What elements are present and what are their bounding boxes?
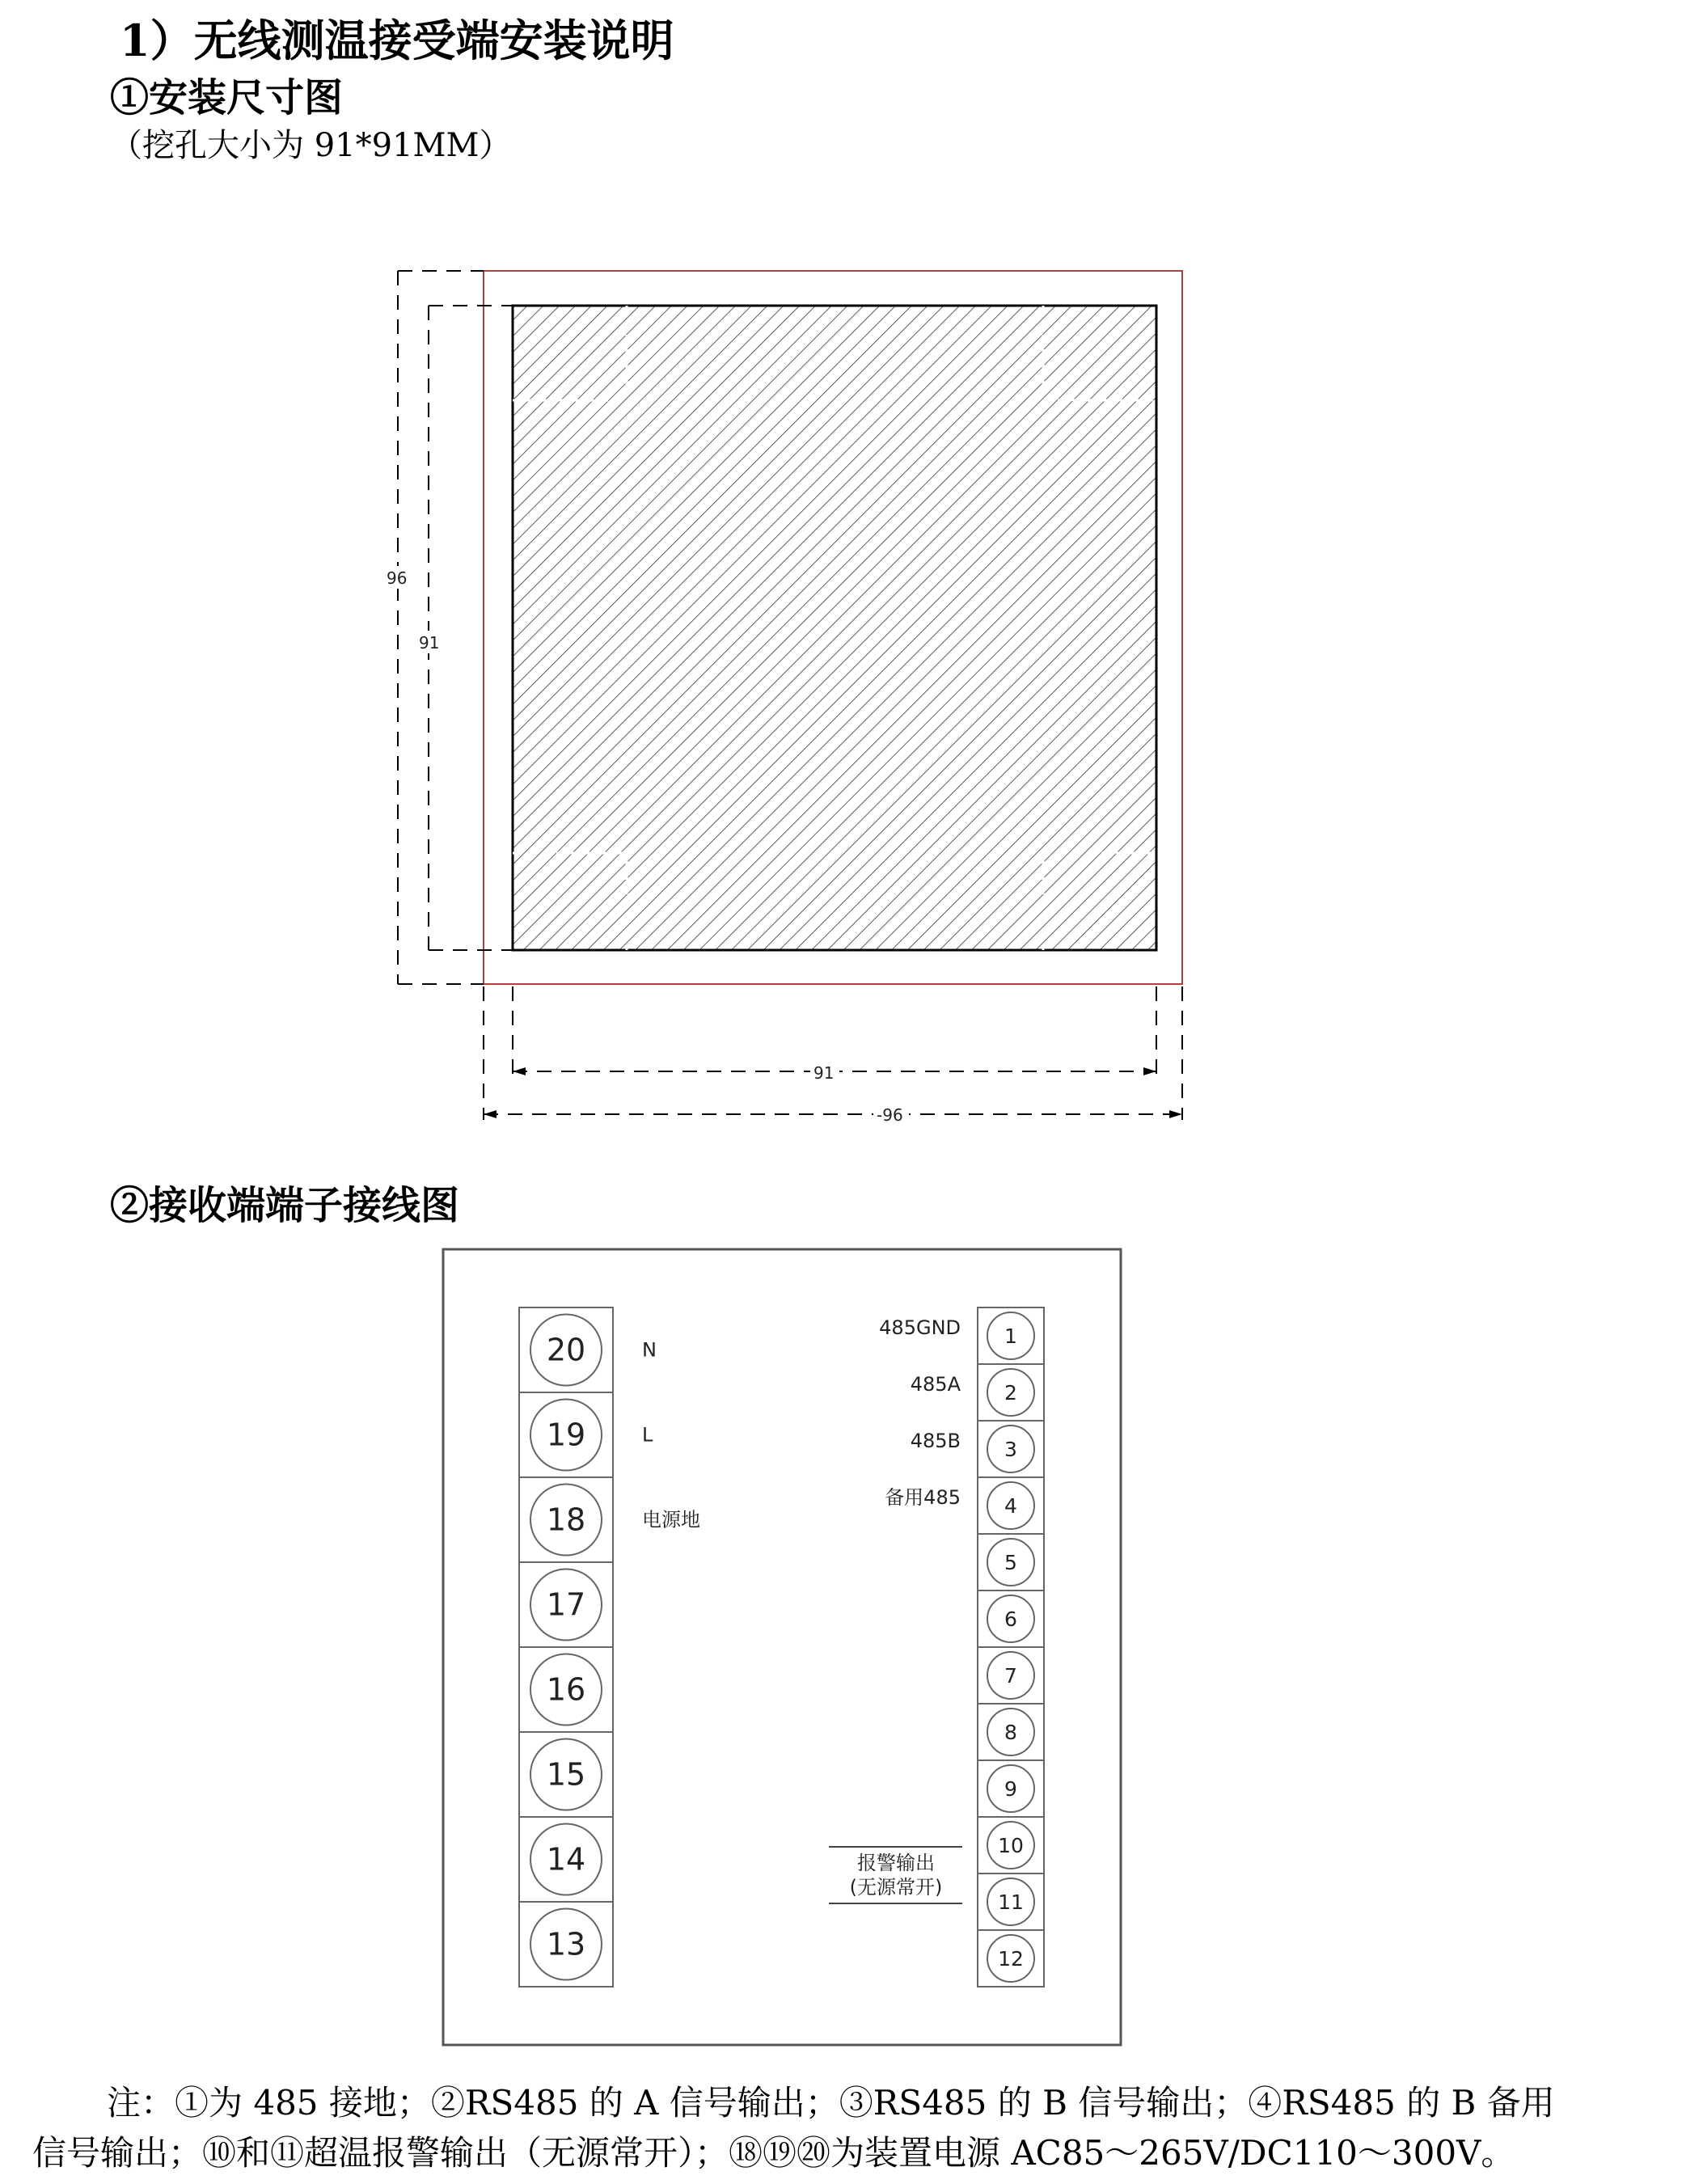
- left-terminal-label: L: [642, 1423, 653, 1447]
- left-terminal-number: 15: [546, 1756, 586, 1793]
- outer-width-label: -96: [877, 1105, 903, 1125]
- left-terminal-number: 20: [546, 1332, 586, 1368]
- right-terminal-number: 10: [998, 1834, 1024, 1857]
- alarm-label-line2: (无源常开): [849, 1876, 943, 1899]
- right-terminal-label: 485GND: [879, 1316, 961, 1339]
- note-line-2: 信号输出；⑩和⑪超温报警输出（无源常开）；⑱⑲⑳为装置电源 AC85～265V/DC110～300V。: [32, 2133, 1515, 2173]
- right-terminal-number: 3: [1004, 1438, 1017, 1461]
- left-terminal-number: 13: [546, 1926, 586, 1962]
- left-terminal-label: N: [642, 1338, 657, 1362]
- right-terminal-number: 5: [1004, 1551, 1017, 1574]
- right-terminal-label: 485B: [910, 1430, 961, 1452]
- alarm-label-line1: 报警输出: [857, 1852, 935, 1874]
- left-terminal-number: 16: [546, 1671, 586, 1708]
- right-terminal-number: 4: [1004, 1494, 1017, 1518]
- left-terminal-number: 17: [546, 1586, 586, 1623]
- vertical-dimension-lines: [398, 271, 513, 984]
- section-title: 1）无线测温接受端安装说明: [120, 15, 674, 66]
- right-terminal-label: 备用485: [885, 1486, 961, 1509]
- left-terminal-label: 电源地: [642, 1508, 700, 1531]
- wiring-title: ②接收端端子接线图: [110, 1183, 460, 1228]
- inner-width-label: 91: [813, 1063, 835, 1083]
- note-line-1: 注：①为 485 接地；②RS485 的 A 信号输出；③RS485 的 B 信号输出；④RS485 的 B 备用: [107, 2083, 1555, 2123]
- install-title: ①安装尺寸图: [110, 75, 344, 120]
- right-terminal-number: 8: [1004, 1721, 1017, 1744]
- left-terminal-number: 19: [546, 1417, 586, 1453]
- right-terminal-number: 11: [998, 1890, 1024, 1914]
- cutout-note: （挖孔大小为 91*91MM）: [110, 127, 512, 164]
- right-terminal-number: 2: [1004, 1381, 1017, 1405]
- note-paragraph: [32, 2078, 1674, 2178]
- left-terminal-number: 18: [546, 1502, 586, 1538]
- right-terminal-number: 6: [1004, 1607, 1017, 1631]
- right-terminal-number: 1: [1004, 1324, 1017, 1348]
- right-terminal-number: 7: [1004, 1664, 1017, 1688]
- inner-height-label: 91: [419, 633, 440, 653]
- right-terminal-number: 9: [1004, 1777, 1017, 1801]
- outer-height-label: 96: [387, 568, 408, 588]
- left-terminal-column: [519, 1307, 700, 1987]
- right-terminal-number: 12: [998, 1947, 1024, 1971]
- right-terminal-label: 485A: [910, 1373, 961, 1396]
- left-terminal-number: 14: [546, 1841, 586, 1878]
- horizontal-dimension-lines: [484, 986, 1182, 1120]
